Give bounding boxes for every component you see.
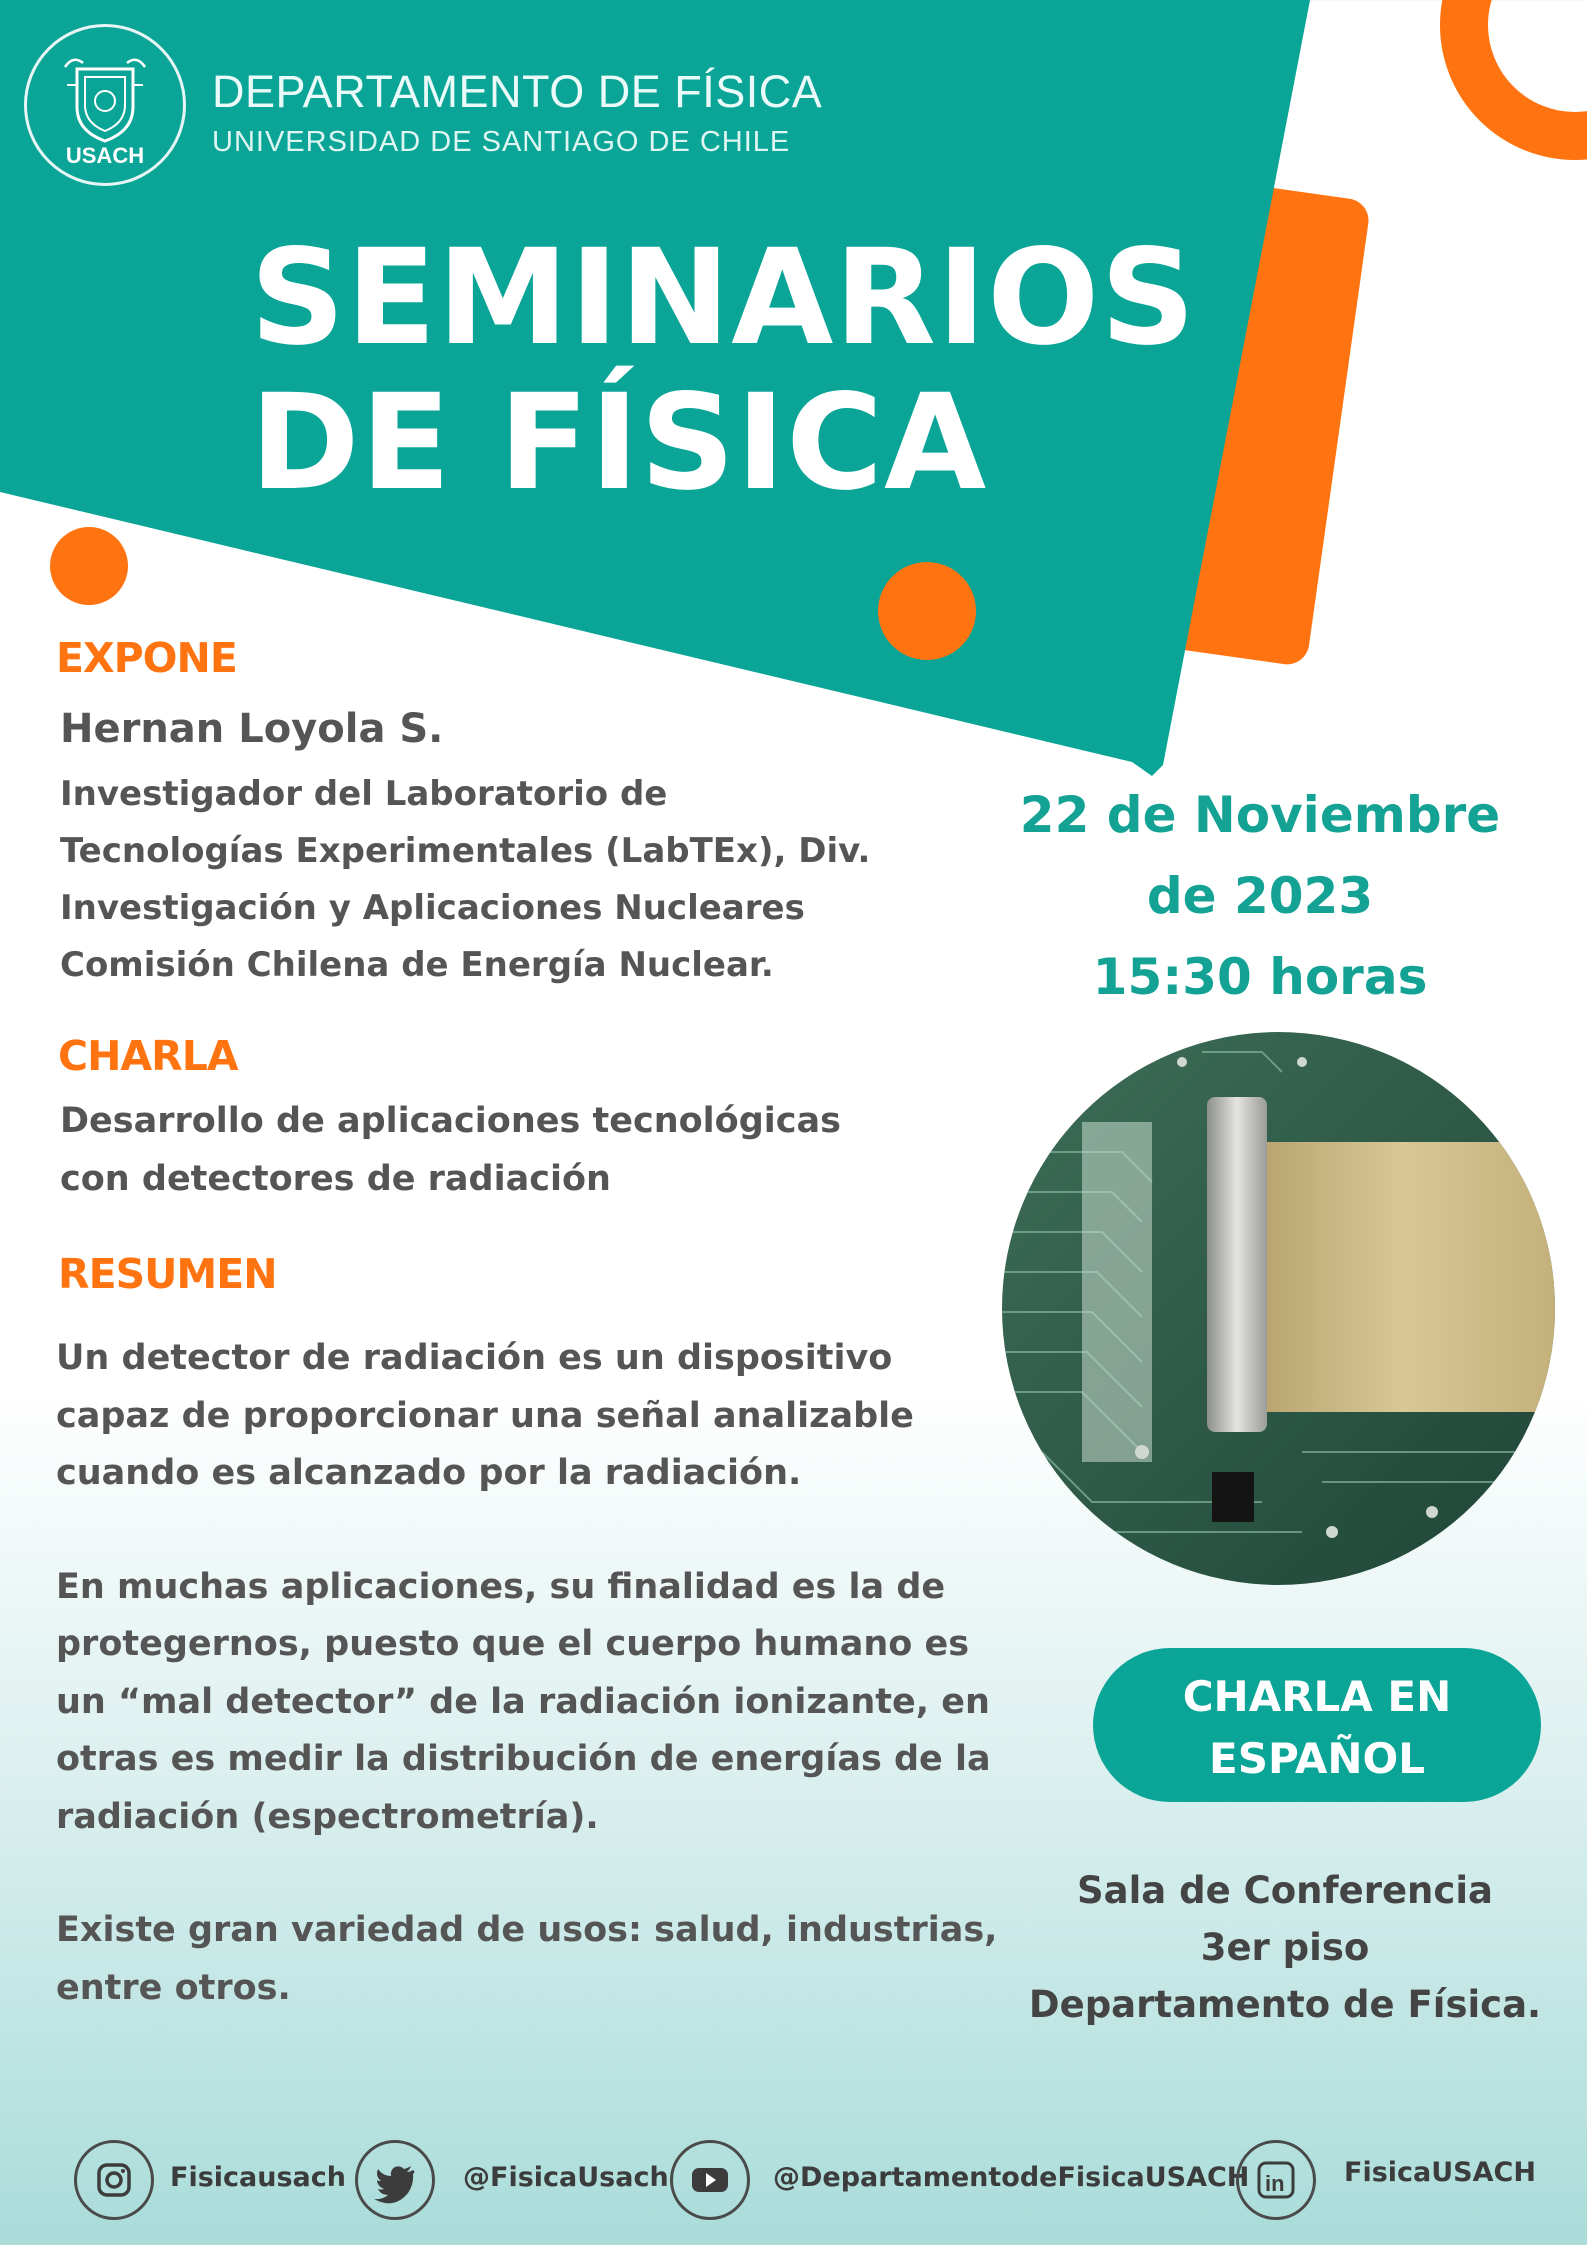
section-label-charla: CHARLA xyxy=(58,1032,238,1080)
youtube-icon[interactable] xyxy=(670,2140,750,2220)
university-name: UNIVERSIDAD DE SANTIAGO DE CHILE xyxy=(212,126,791,158)
section-label-resumen: RESUMEN xyxy=(58,1250,277,1298)
talk-title xyxy=(60,1092,841,1208)
event-date-line-1: 22 de Noviembre xyxy=(1019,786,1501,844)
orange-dot-left xyxy=(50,527,128,605)
abstract-paragraph xyxy=(56,1559,1026,1847)
speaker-affiliation xyxy=(60,766,870,994)
youtube-handle[interactable]: @DepartamentodeFisicaUSACH xyxy=(773,2162,1250,2193)
abstract-line: protegernos, puesto que el cuerpo humano es xyxy=(56,1624,970,1664)
usach-logo xyxy=(24,24,186,186)
speaker-name: Hernan Loyola S. xyxy=(60,706,444,752)
talk-title-line: con detectores de radiación xyxy=(60,1159,611,1199)
logo-label: USACH xyxy=(65,143,145,168)
instagram-icon[interactable] xyxy=(74,2140,154,2220)
abstract-text xyxy=(56,1330,1026,2073)
language-line-1: CHARLA EN xyxy=(1182,1672,1452,1721)
instagram-handle[interactable]: Fisicausach xyxy=(170,2162,346,2193)
circuit-board-image xyxy=(1002,1032,1555,1585)
event-venue xyxy=(1010,1862,1560,2033)
talk-title-line: Desarrollo de aplicaciones tecnológicas xyxy=(60,1101,841,1141)
twitter-icon[interactable] xyxy=(355,2140,435,2220)
affiliation-line: Tecnologías Experimentales (LabTEx), Div. xyxy=(60,831,871,871)
detector-circuit-photo xyxy=(1002,1032,1555,1585)
affiliation-line: Investigación y Aplicaciones Nucleares xyxy=(60,888,805,928)
abstract-line: otras es medir la distribución de energías de la xyxy=(56,1739,991,1779)
abstract-line: entre otros. xyxy=(56,1967,291,2008)
orange-dot-center xyxy=(878,562,976,660)
event-time: 15:30 horas xyxy=(1092,948,1428,1006)
event-date-time xyxy=(990,775,1530,1018)
linkedin-icon[interactable] xyxy=(1236,2140,1316,2220)
abstract-line: En muchas aplicaciones, su finalidad es la de xyxy=(56,1566,946,1607)
abstract-line: Existe gran variedad de usos: salud, industrias, xyxy=(56,1910,998,1950)
abstract-paragraph xyxy=(56,1902,1026,2017)
page-title-line-1: SEMINARIOS xyxy=(250,221,1197,375)
department-name: DEPARTAMENTO DE FÍSICA xyxy=(212,66,823,117)
svg-text:in: in xyxy=(1265,2171,1285,2196)
abstract-line: cuando es alcanzado por la radiación. xyxy=(56,1453,802,1493)
language-badge xyxy=(1093,1648,1541,1802)
abstract-line: capaz de proporcionar una señal analizable xyxy=(56,1395,914,1436)
affiliation-line: Investigador del Laboratorio de xyxy=(60,774,668,814)
abstract-line: Un detector de radiación es un dispositivo xyxy=(56,1338,893,1378)
orange-ring-decoration xyxy=(1440,0,1587,160)
twitter-handle[interactable]: @FisicaUsach xyxy=(463,2162,669,2193)
language-line-2: ESPAÑOL xyxy=(1209,1734,1425,1783)
event-date-line-2: de 2023 xyxy=(1146,867,1374,925)
affiliation-line: Comisión Chilena de Energía Nuclear. xyxy=(60,945,774,985)
venue-line: Departamento de Física. xyxy=(1028,1983,1542,2026)
linkedin-handle[interactable]: FisicaUSACH xyxy=(1344,2157,1536,2188)
abstract-paragraph xyxy=(56,1330,1026,1503)
page-title-line-2: DE FÍSICA xyxy=(250,366,988,520)
abstract-line: radiación (espectrometría). xyxy=(56,1796,599,1837)
venue-line: Sala de Conferencia xyxy=(1077,1869,1493,1912)
abstract-line: un “mal detector” de la radiación ionizante, en xyxy=(56,1681,990,1722)
venue-line: 3er piso xyxy=(1200,1926,1370,1969)
section-label-expone: EXPONE xyxy=(56,634,237,682)
